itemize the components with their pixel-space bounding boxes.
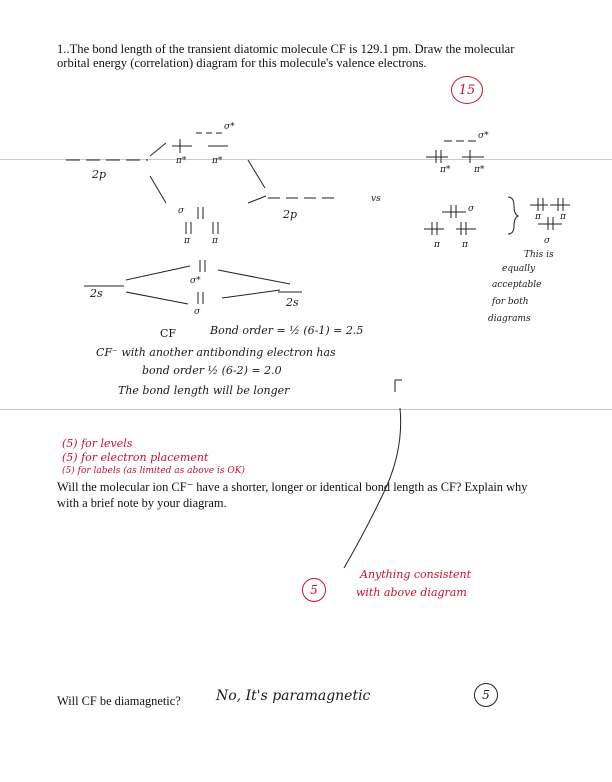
alt-pi-label-1: π bbox=[434, 240, 440, 250]
diagram-note-line-4: for both bbox=[492, 297, 529, 307]
cf-bond-order: Bond order = ½ (6-1) = 2.5 bbox=[210, 324, 364, 337]
question-2-note-line-1: Anything consistent bbox=[360, 568, 471, 581]
alt2-pi-label-1: π bbox=[535, 212, 541, 222]
cf-label: CF bbox=[160, 327, 177, 340]
cf-minus-bond-order: bond order ½ (6-2) = 2.0 bbox=[142, 364, 282, 377]
alt-sigma-label: σ bbox=[468, 204, 475, 214]
alt-sigma-star-label: σ* bbox=[478, 131, 489, 141]
alt2-sigma-label: σ bbox=[544, 236, 551, 246]
diagram-note-line-2: equally bbox=[502, 264, 536, 274]
sigma-2p-label: σ bbox=[178, 206, 185, 216]
question-3-answer: No, It's paramagnetic bbox=[216, 688, 371, 704]
pi-label-1: π bbox=[184, 236, 190, 246]
alt-pi-star-label-1: π* bbox=[440, 165, 451, 175]
sigma-star-2s-label: σ* bbox=[190, 276, 201, 286]
question-1-score: 15 bbox=[458, 82, 476, 98]
sigma-star-top-label: σ* bbox=[224, 122, 235, 132]
question-2-line-1: Will the molecular ion CF⁻ have a shorter, longer or identical bond length as CF? Explain why bbox=[57, 480, 528, 494]
grading-levels: (5) for levels bbox=[62, 437, 133, 450]
right-2p-label: 2p bbox=[283, 208, 298, 221]
vs-label: vs bbox=[371, 194, 381, 204]
question-3-prompt: Will CF be diamagnetic? bbox=[57, 694, 181, 708]
grading-electron-placement: (5) for electron placement bbox=[62, 451, 209, 464]
bond-length-conclusion: The bond length will be longer bbox=[118, 384, 290, 397]
question-1-line-1: 1..The bond length of the transient diatomic molecule CF is 129.1 pm. Draw the molecular bbox=[57, 42, 515, 56]
question-3-score: 5 bbox=[482, 688, 490, 702]
diagram-note-line-5: diagrams bbox=[488, 314, 531, 324]
pi-star-label-2: π* bbox=[212, 156, 223, 166]
question-1-line-2: orbital energy (correlation) diagram for this molecule's valence electrons. bbox=[57, 56, 427, 70]
alt2-pi-label-2: π bbox=[560, 212, 566, 222]
diagram-note-line-3: acceptable bbox=[492, 280, 542, 290]
pi-star-label-1: π* bbox=[176, 156, 187, 166]
question-3-score-circle bbox=[474, 683, 498, 707]
diagram-note-line-1: This is bbox=[524, 250, 554, 260]
question-2-score: 5 bbox=[310, 583, 318, 597]
alt-pi-star-label-2: π* bbox=[474, 165, 485, 175]
grading-labels: (5) for labels (as limited as above is OK) bbox=[62, 466, 245, 476]
alt-pi-label-2: π bbox=[462, 240, 468, 250]
left-2s-label: 2s bbox=[90, 287, 103, 300]
question-2-line-2: with a brief note by your diagram. bbox=[57, 496, 227, 510]
left-2p-label: 2p bbox=[92, 168, 107, 181]
sigma-2s-label: σ bbox=[194, 307, 201, 317]
question-2-note-line-2: with above diagram bbox=[356, 586, 467, 599]
cf-minus-explanation: CF⁻ with another antibonding electron has bbox=[96, 346, 336, 359]
right-2s-label: 2s bbox=[286, 296, 299, 309]
pi-label-2: π bbox=[212, 236, 218, 246]
question-2-score-circle bbox=[302, 578, 326, 602]
